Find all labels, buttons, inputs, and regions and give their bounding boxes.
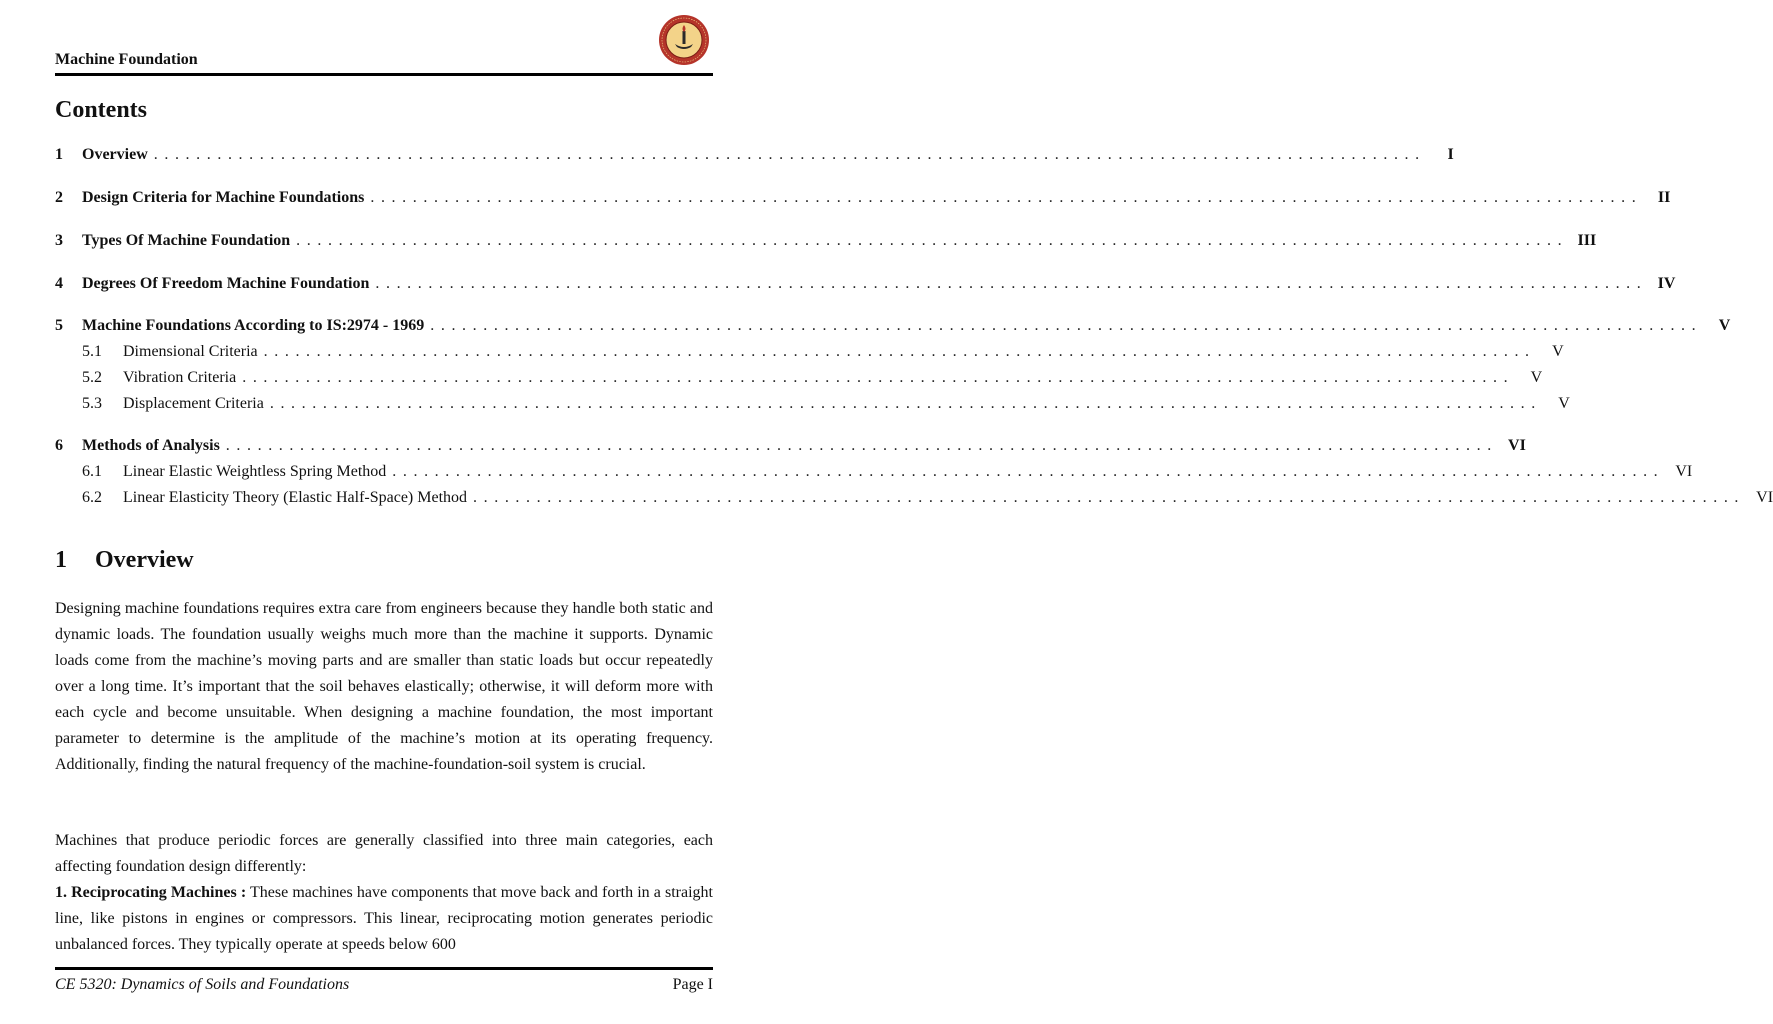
toc-entry-title: Methods of Analysis	[82, 437, 220, 454]
toc-dot-leader: ........................................................................................................................	[153, 146, 1426, 163]
toc-entry[interactable]	[55, 395, 1570, 417]
toc-entry[interactable]	[55, 489, 1773, 511]
toc-entry-number: 5	[55, 317, 63, 334]
toc-entry-number: 4	[55, 275, 63, 292]
toc-dot-leader: ........................................................................................................................	[296, 232, 1569, 249]
footer-course: CE 5320: Dynamics of Soils and Foundations	[55, 976, 350, 993]
section-number: 1	[55, 547, 67, 573]
reciprocating-machines-label: 1. Reciprocating Machines :	[55, 884, 247, 901]
toc-dot-leader: ........................................................................................................................	[242, 369, 1515, 386]
toc-entry-number: 6.2	[82, 489, 102, 506]
toc-dot-leader: ........................................................................................................................	[370, 189, 1643, 206]
toc-entry[interactable]	[55, 437, 1526, 459]
toc-dot-leader: ........................................................................................................................	[430, 317, 1703, 334]
section-heading	[55, 547, 194, 574]
toc-entry-page: V	[1718, 317, 1731, 334]
toc-entry-number: 6.1	[82, 463, 102, 480]
toc-entry[interactable]	[55, 369, 1543, 391]
classification-paragraph: Machines that produce periodic forces are generally classified into three main categories, each affecting foundation design differently:	[55, 832, 713, 875]
toc-entry-page: II	[1657, 189, 1671, 206]
toc-entry-title: Vibration Criteria	[123, 369, 237, 386]
toc-entry[interactable]	[55, 463, 1693, 485]
toc-entry-title: Degrees Of Freedom Machine Foundation	[82, 275, 370, 292]
toc-entry-title: Dimensional Criteria	[123, 343, 258, 360]
toc-entry-title: Machine Foundations According to IS:2974 - 1969	[82, 317, 425, 334]
toc-entry-title: Linear Elastic Weightless Spring Method	[123, 463, 387, 480]
toc-entry[interactable]	[55, 317, 1731, 339]
toc-entry[interactable]	[55, 343, 1564, 365]
toc-dot-leader: ........................................................................................................................	[269, 395, 1542, 412]
toc-dot-leader: ........................................................................................................................	[375, 275, 1648, 292]
toc-entry-number: 5.2	[82, 369, 102, 386]
header-rule	[55, 73, 713, 76]
toc-entry-title: Displacement Criteria	[123, 395, 264, 412]
toc-dot-leader: ........................................................................................................................	[392, 463, 1665, 480]
institute-seal-icon	[653, 14, 715, 66]
section-title: Overview	[95, 547, 194, 573]
reciprocating-machines-text: These machines have components that move back and forth in a straight line, like pistons in engines or compressors. This linear, reciprocating motion generates periodic unbalanced forces. They typically operate at speeds below 600	[55, 884, 714, 953]
header-title: Machine Foundation	[55, 51, 198, 68]
toc-entry-page: V	[1530, 369, 1543, 386]
footer-rule	[55, 967, 713, 970]
toc-entry-page: VI	[1756, 489, 1773, 506]
toc-dot-leader: ........................................................................................................................	[473, 489, 1746, 506]
toc-entry-page: I	[1447, 146, 1454, 163]
toc-entry-title: Design Criteria for Machine Foundations	[82, 189, 365, 206]
footer-page-number: Page I	[672, 976, 713, 993]
toc-entry-page: VI	[1508, 437, 1526, 454]
toc-entry-page: IV	[1657, 275, 1676, 292]
toc-entry-page: V	[1552, 343, 1564, 360]
toc-entry[interactable]	[55, 189, 1671, 211]
reciprocating-machines-paragraph	[55, 880, 713, 958]
toc-dot-leader: ........................................................................................................................	[225, 437, 1498, 454]
toc-entry[interactable]	[55, 232, 1597, 254]
overview-paragraph: Designing machine foundations requires extra care from engineers because they handle both static and dynamic loads. The foundation usually weighs much more than the machine it supports. Dynamic loads come from the machine’s moving parts and are smaller than static loads but occur repeatedly over a long time. It’s important that the soil behaves elastically; otherwise, it will deform more with each cycle and become unsuitable. When designing a machine foundation, the most important parameter to determine is the amplitude of the machine’s motion at its operating frequency. Additionally, finding the natural frequency of the machine-foundation-soil system is crucial.	[55, 600, 713, 773]
toc-entry-number: 3	[55, 232, 63, 249]
toc-entry-title: Linear Elasticity Theory (Elastic Half-Space) Method	[123, 489, 468, 506]
toc-entry[interactable]	[55, 275, 1676, 297]
toc-entry-number: 2	[55, 189, 63, 206]
toc-entry-page: VI	[1675, 463, 1693, 480]
toc-entry-page: III	[1577, 232, 1597, 249]
toc-dot-leader: ........................................................................................................................	[263, 343, 1536, 360]
toc-entry-page: V	[1558, 395, 1570, 412]
toc-entry-number: 5.1	[82, 343, 102, 360]
contents-title: Contents	[55, 97, 148, 123]
toc-entry[interactable]	[55, 146, 1454, 168]
toc-entry-number: 6	[55, 437, 63, 454]
toc-entry-number: 1	[55, 146, 63, 163]
toc-entry-title: Types Of Machine Foundation	[82, 232, 291, 249]
toc-entry-title: Overview	[82, 146, 148, 163]
toc-entry-number: 5.3	[82, 395, 102, 412]
